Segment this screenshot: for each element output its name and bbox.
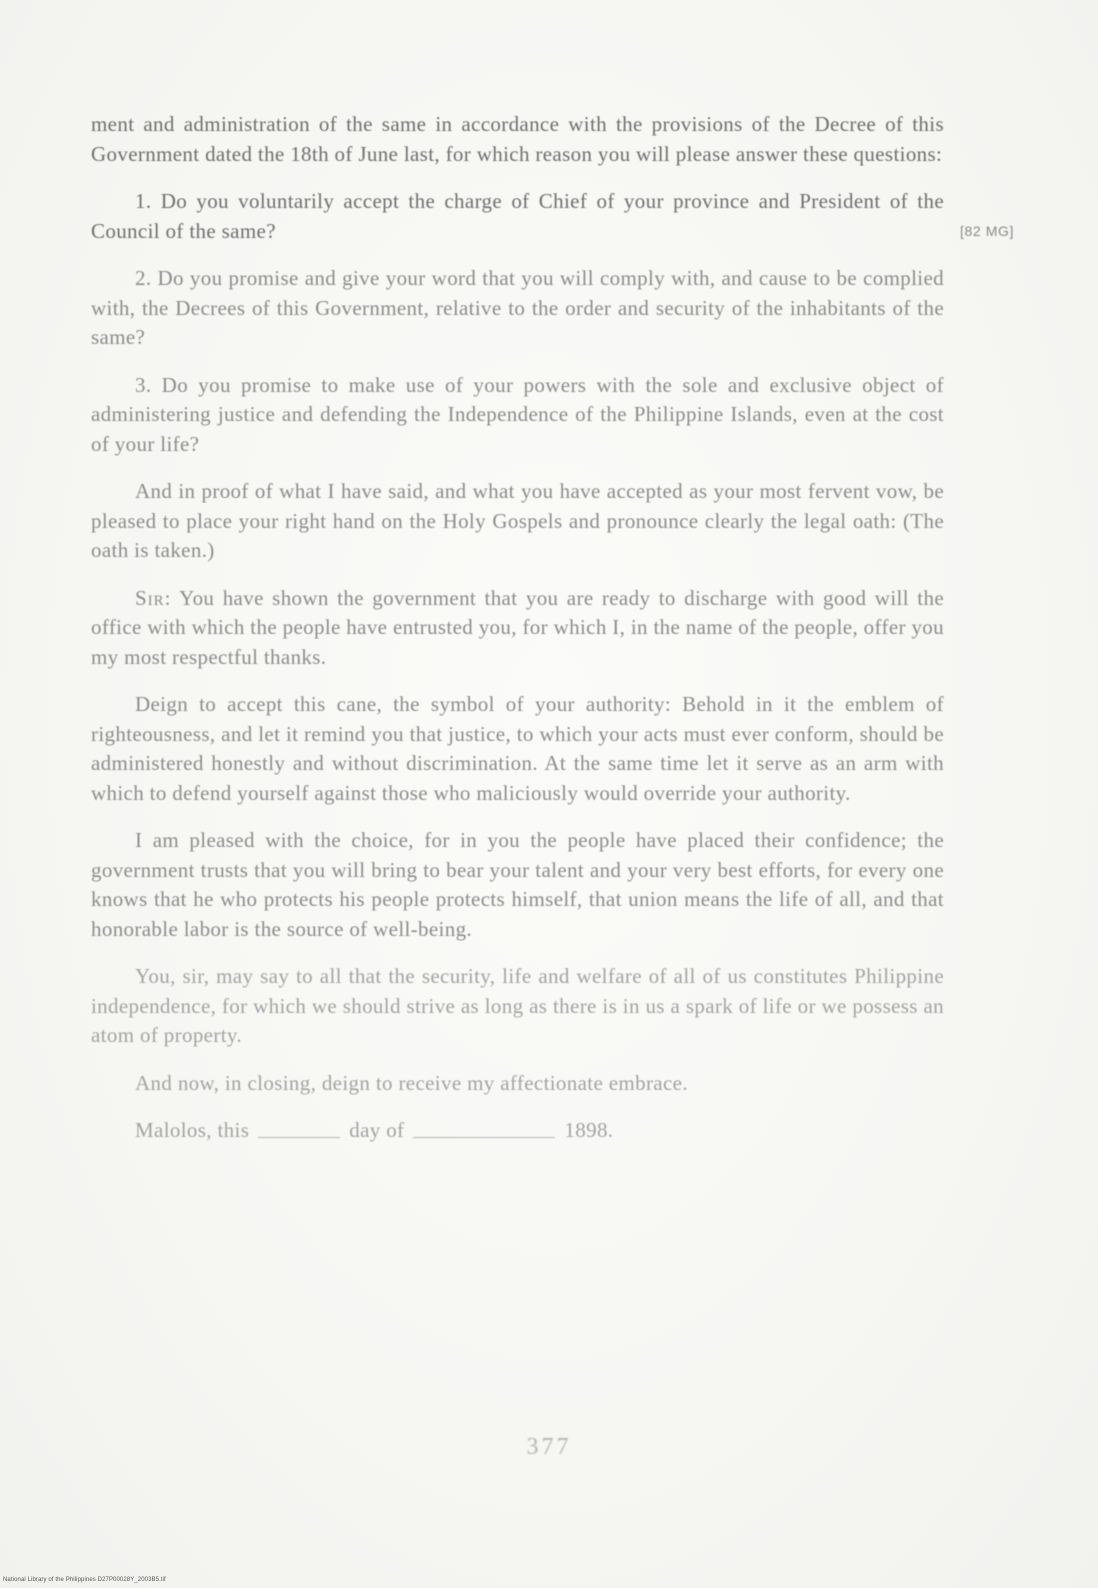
- date-middle: day of: [349, 1118, 405, 1142]
- question-2: 2. Do you promise and give your word that you will comply with, and cause to be complied with, the Decrees of this Government, relative to the order and security of the inhabitants of the same?: [91, 266, 944, 349]
- scan-footer: National Library of the Philippines D27P00028Y_2003B5.tif: [3, 1577, 166, 1583]
- margin-reference: [82 MG]: [960, 223, 1014, 239]
- date-year: 1898.: [564, 1118, 614, 1142]
- choice-paragraph: I am pleased with the choice, for in you the people have placed their confidence; the government trusts that you will bring to bear your talent and your very best efforts, for every one knows that he who protects his people protects himself, that union means the life of all, and that honorable labor is the source of well-being.: [91, 828, 944, 941]
- question-1: 1. Do you voluntarily accept the charge of Chief of your province and President of the Council of the same?: [91, 189, 944, 243]
- date-place: Malolos, this: [135, 1118, 250, 1142]
- address-paragraph: [91, 584, 944, 673]
- salutation: Sir:: [135, 585, 172, 610]
- blank-month: [413, 1126, 555, 1139]
- blank-day: [258, 1126, 340, 1139]
- paragraph-continuation: ment and administration of the same in accordance with the provisions of the Decree of this Government dated the 18th of June last, for which reason you will please answer these questions:: [91, 112, 944, 166]
- page-number: 377: [526, 1434, 572, 1460]
- closing-paragraph: And now, in closing, deign to receive my affectionate embrace.: [135, 1070, 688, 1095]
- question-3: 3. Do you promise to make use of your powers with the sole and exclusive object of administering justice and defending the Independence of the Philippine Islands, even at the cost of your life?: [91, 372, 944, 456]
- independence-paragraph: You, sir, may say to all that the security, life and welfare of all of us constitutes Philippine independence, for which we should strive as long as there is in us a spark of life or we possess an atom of property.: [91, 964, 944, 1047]
- address-text: You have shown the government that you are ready to discharge with good will the office with which the people have entrusted you, for which I, in the name of the people, offer you my most respectful thanks.: [91, 585, 945, 669]
- date-line: [91, 1116, 944, 1146]
- oath-paragraph: And in proof of what I have said, and what you have accepted as your most fervent vow, be pleased to place your right hand on the Holy Gospels and pronounce clearly the legal oath: (The oath is taken.): [91, 479, 944, 562]
- body-text: [91, 110, 944, 1164]
- cane-paragraph: Deign to accept this cane, the symbol of your authority: Behold in it the emblem of righteousness, and let it remind you that justice, to which your acts must ever conform, should be administered honestly and without discrimination. At the same time let it serve as an arm with which to defend yourself against those who maliciously would override your authority.: [91, 692, 944, 805]
